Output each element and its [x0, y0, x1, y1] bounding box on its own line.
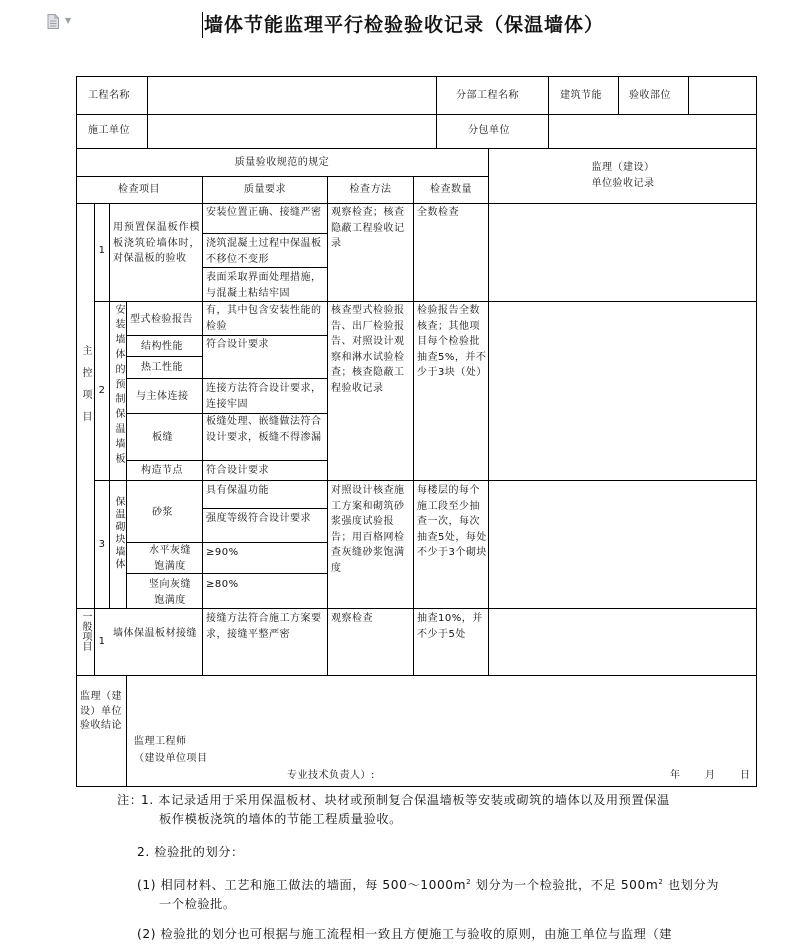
item2-sub-1: 型式检验报告 — [130, 314, 193, 325]
quality-req-header: 质量要求 — [244, 184, 286, 195]
item3-sub-2-req: ≥90% — [206, 547, 239, 558]
general-item-check-method: 观察检查 — [331, 613, 373, 624]
note-4: (2) 检验批的划分也可根据与施工流程相一致且方便施工与验收的原则，由施工单位与监理（建 — [137, 927, 673, 941]
main-control-label: 主控项目 — [80, 345, 91, 433]
notes-label: 注： — [117, 793, 143, 807]
page-title: 墙体节能监理平行检验验收记录（保温墙体） — [204, 14, 605, 36]
item1-requirement-3: 表面采取界面处理措施，与混凝土粘结牢固 — [206, 272, 322, 299]
project-name-label: 工程名称 — [88, 90, 130, 101]
item2-sub-6: 构造节点 — [141, 465, 183, 476]
item2-sub-1-req: 有，其中包含安装性能的检验 — [206, 305, 322, 332]
check-method-header: 检查方法 — [349, 184, 392, 195]
item1-description: 用预置保温板作模板浇筑砼墙体时，对保温板的验收 — [113, 222, 200, 264]
item3-sub-3: 竖向灰缝饱满度 — [149, 579, 191, 606]
item3-sub-2: 水平灰缝饱满度 — [149, 545, 191, 572]
item-number: 1 — [98, 245, 106, 256]
subcontractor-label: 分包单位 — [468, 125, 510, 136]
contractor-label: 施工单位 — [88, 125, 130, 136]
general-item-check-quantity: 抽查10%，并不少于5处 — [417, 613, 483, 640]
item2-sub-2: 结构性能 — [141, 341, 183, 352]
owner-project-label: （建设单位项目 — [134, 753, 208, 764]
date-month-label: 月 — [705, 770, 716, 781]
item1-check-method: 观察检查；核查隐蔽工程验收记录 — [331, 207, 405, 249]
check-item-header: 检查项目 — [118, 184, 160, 195]
item-number: 3 — [98, 539, 106, 550]
item2-sub-5-req: 板缝处理、嵌缝做法符合设计要求，板缝不得渗漏 — [206, 416, 322, 443]
general-item-requirement: 接缝方法符合施工方案要求，接缝平整严密 — [206, 613, 322, 640]
date-year-label: 年 — [670, 770, 681, 781]
note-1-line-2: 板作模板浇筑的墙体的节能工程质量验收。 — [159, 812, 402, 826]
item-number: 1 — [98, 636, 106, 647]
check-quantity-header: 检查数量 — [430, 184, 472, 195]
item3-sub-1-req-1: 具有保温功能 — [206, 485, 269, 496]
quality-spec-header: 质量验收规范的规定 — [234, 157, 330, 168]
item2-sub-6-req: 符合设计要求 — [206, 465, 269, 476]
note-3-line-2: 一个检验批。 — [159, 897, 236, 911]
sub-project-name-label: 分部工程名称 — [456, 90, 519, 101]
item2-sub-2-req: 符合设计要求 — [206, 339, 269, 350]
item2-sub-5: 板缝 — [152, 432, 173, 443]
item3-group-label: 保温砌块墙体 — [113, 496, 124, 571]
item2-check-quantity: 检验报告全数核查；其他项目每个检验批抽查5%，并不少于3块（处） — [417, 305, 487, 378]
note-3-line-1: (1) 相同材料、工艺和施工做法的墙面，每 $500\sim 1000m^2$ 划分为一个检验批，不足 $500m^2$ 也划分为 — [137, 877, 720, 892]
item3-sub-1: 砂浆 — [152, 507, 173, 518]
item2-sub-3: 热工性能 — [141, 362, 183, 373]
item2-group-label: 安装墙体的预制保温墙板 — [113, 304, 124, 468]
chevron-down-icon[interactable]: ▼ — [65, 16, 72, 25]
item1-check-quantity: 全数检查 — [417, 207, 459, 218]
item3-check-quantity: 每楼层的每个施工段至少抽查一次，每次抽查5处，每处不少于3个砌块 — [417, 485, 487, 558]
item2-sub-4-req: 连接方法符合设计要求，连接牢固 — [206, 383, 322, 410]
general-item-description: 墙体保温板材接缝 — [113, 628, 197, 639]
supervising-engineer-label: 监理工程师 — [134, 736, 187, 747]
conclusion-label: 监理（建设）单位验收结论 — [80, 691, 122, 731]
item-number: 2 — [98, 385, 106, 396]
sub-project-value: 建筑节能 — [560, 90, 602, 101]
item2-check-method: 核查型式检验报告、出厂检验报告、对照设计观察和淋水试验检查；核查隐蔽工程验收记录 — [331, 305, 405, 394]
item2-sub-4: 与主体连接 — [136, 391, 189, 402]
item1-requirement-1: 安装位置正确、接缝严密 — [206, 207, 322, 218]
item3-sub-3-req: ≥80% — [206, 579, 239, 590]
item1-requirement-2: 浇筑混凝土过程中保温板不移位不变形 — [206, 238, 322, 265]
general-item-label: 一般项目 — [80, 611, 91, 651]
acceptance-part-label: 验收部位 — [629, 90, 671, 101]
tech-lead-label: 专业技术负责人）: — [287, 770, 375, 781]
item3-check-method: 对照设计核查施工方案和砌筑砂浆强度试验报告；用百格网检查灰缝砂浆饱满度 — [331, 485, 405, 574]
item3-sub-1-req-2: 强度等级符合设计要求 — [206, 513, 311, 524]
note-2: 2. 检验批的划分： — [137, 845, 244, 859]
note-1-line-1: 1. 本记录适用于采用保温板材、块材或预制复合保温墙板等安装或砌筑的墙体以及用预置保温 — [141, 793, 670, 807]
date-day-label: 日 — [740, 770, 751, 781]
supervision-record-header: 监理（建设） 单位验收记录 — [591, 162, 655, 189]
